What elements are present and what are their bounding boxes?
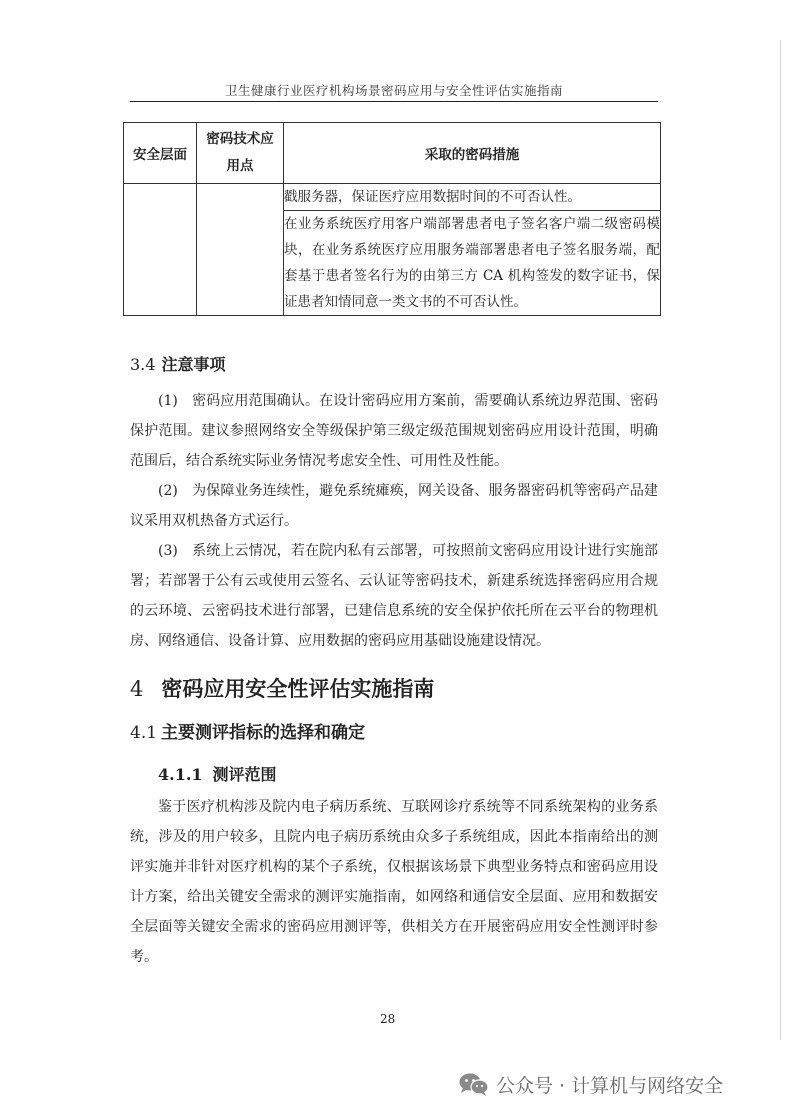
body-paragraph: 鉴于医疗机构涉及院内电子病历系统、互联网诊疗系统等不同系统架构的业务系统，涉及的用户较多，且院内电子病历系统由众多子系统组成，因此本指南给出的测评实施并非针对医疗机构的某个子系统，仅根据该场景下典型业务特点和密码应用设计方案，给出关键安全需求的测评实施指南，如网络和通信安全层面、应用和数据安全层面等关键安全需求的密码应用测评等，供相关方在开展密码应用安全性测评时参考。 [130, 799, 658, 965]
watermark [458, 1068, 723, 1100]
section-heading-3-4 [130, 352, 225, 375]
table-cell-empty [197, 184, 284, 316]
list-item: (2) 为保障业务连续性，避免系统瘫痪，网关设备、服务器密码机等密码产品建议采用双机热备方式运行。 [130, 483, 658, 529]
table-row [124, 184, 661, 211]
table-cell: 在业务系统医疗用客户端部署患者电子签名客户端二级密码模块，在业务系统医疗应用服务端部署患者电子签名服务端，配套基于患者签名行为的由第三方 CA 机构签发的数字证书，保证患者知情同意一类文书的不可否认性。 [284, 211, 661, 316]
section-number: 4.1 [130, 723, 158, 743]
list-item: (1) 密码应用范围确认。在设计密码应用方案前，需要确认系统边界范围、密码保护范围。建议参照网络安全等级保护第三级定级范围规划密码应用设计范围，明确范围后，结合系统实际业务情况考虑安全性、可用性及性能。 [130, 393, 658, 469]
table-cell-empty [124, 184, 197, 316]
table-header-row [124, 123, 661, 184]
col-header-measures: 采取的密码措施 [284, 123, 661, 184]
col-header-application-point [197, 123, 284, 184]
col-header-line: 密码技术应 [206, 131, 274, 147]
col-header-line: 用点 [226, 158, 254, 174]
wechat-icon [458, 1071, 490, 1097]
table-cell: 戳服务器，保证医疗应用数据时间的不可否认性。 [284, 184, 661, 211]
section-heading-4-1 [130, 718, 365, 743]
running-header: 卫生健康行业医疗机构场景密码应用与安全性评估实施指南 [224, 83, 563, 98]
chapter-title: 密码应用安全性评估实施指南 [161, 676, 435, 701]
chapter-number: 4 [130, 677, 144, 701]
section-title: 主要测评指标的选择和确定 [161, 723, 366, 743]
list-item: (3) 系统上云情况，若在院内私有云部署，可按照前文密码应用设计进行实施部署；若部署于公有云或使用云签名、云认证等密码技术，新建系统选择密码应用合规的云环境、云密码技术进行部署，已建信息系统的安全保护依托所在云平台的物理机房、网络通信、设备计算、应用数据的密码应用基础设施建设情况。 [130, 543, 658, 649]
section-number: 3.4 [130, 355, 156, 374]
watermark-text: 公众号 · 计算机与网络安全 [496, 1074, 724, 1097]
subsection-heading-4-1-1 [158, 762, 277, 785]
col-header-security-layer: 安全层面 [124, 123, 197, 184]
subsection-number: 4.1.1 [158, 765, 203, 784]
page-number: 28 [380, 1012, 396, 1026]
chapter-heading-4 [130, 673, 434, 703]
section-title: 注意事项 [161, 355, 226, 374]
crypto-measures-table [123, 122, 661, 316]
subsection-title: 测评范围 [212, 765, 277, 784]
header-rule [130, 101, 658, 102]
page-edge-line [780, 40, 781, 1040]
